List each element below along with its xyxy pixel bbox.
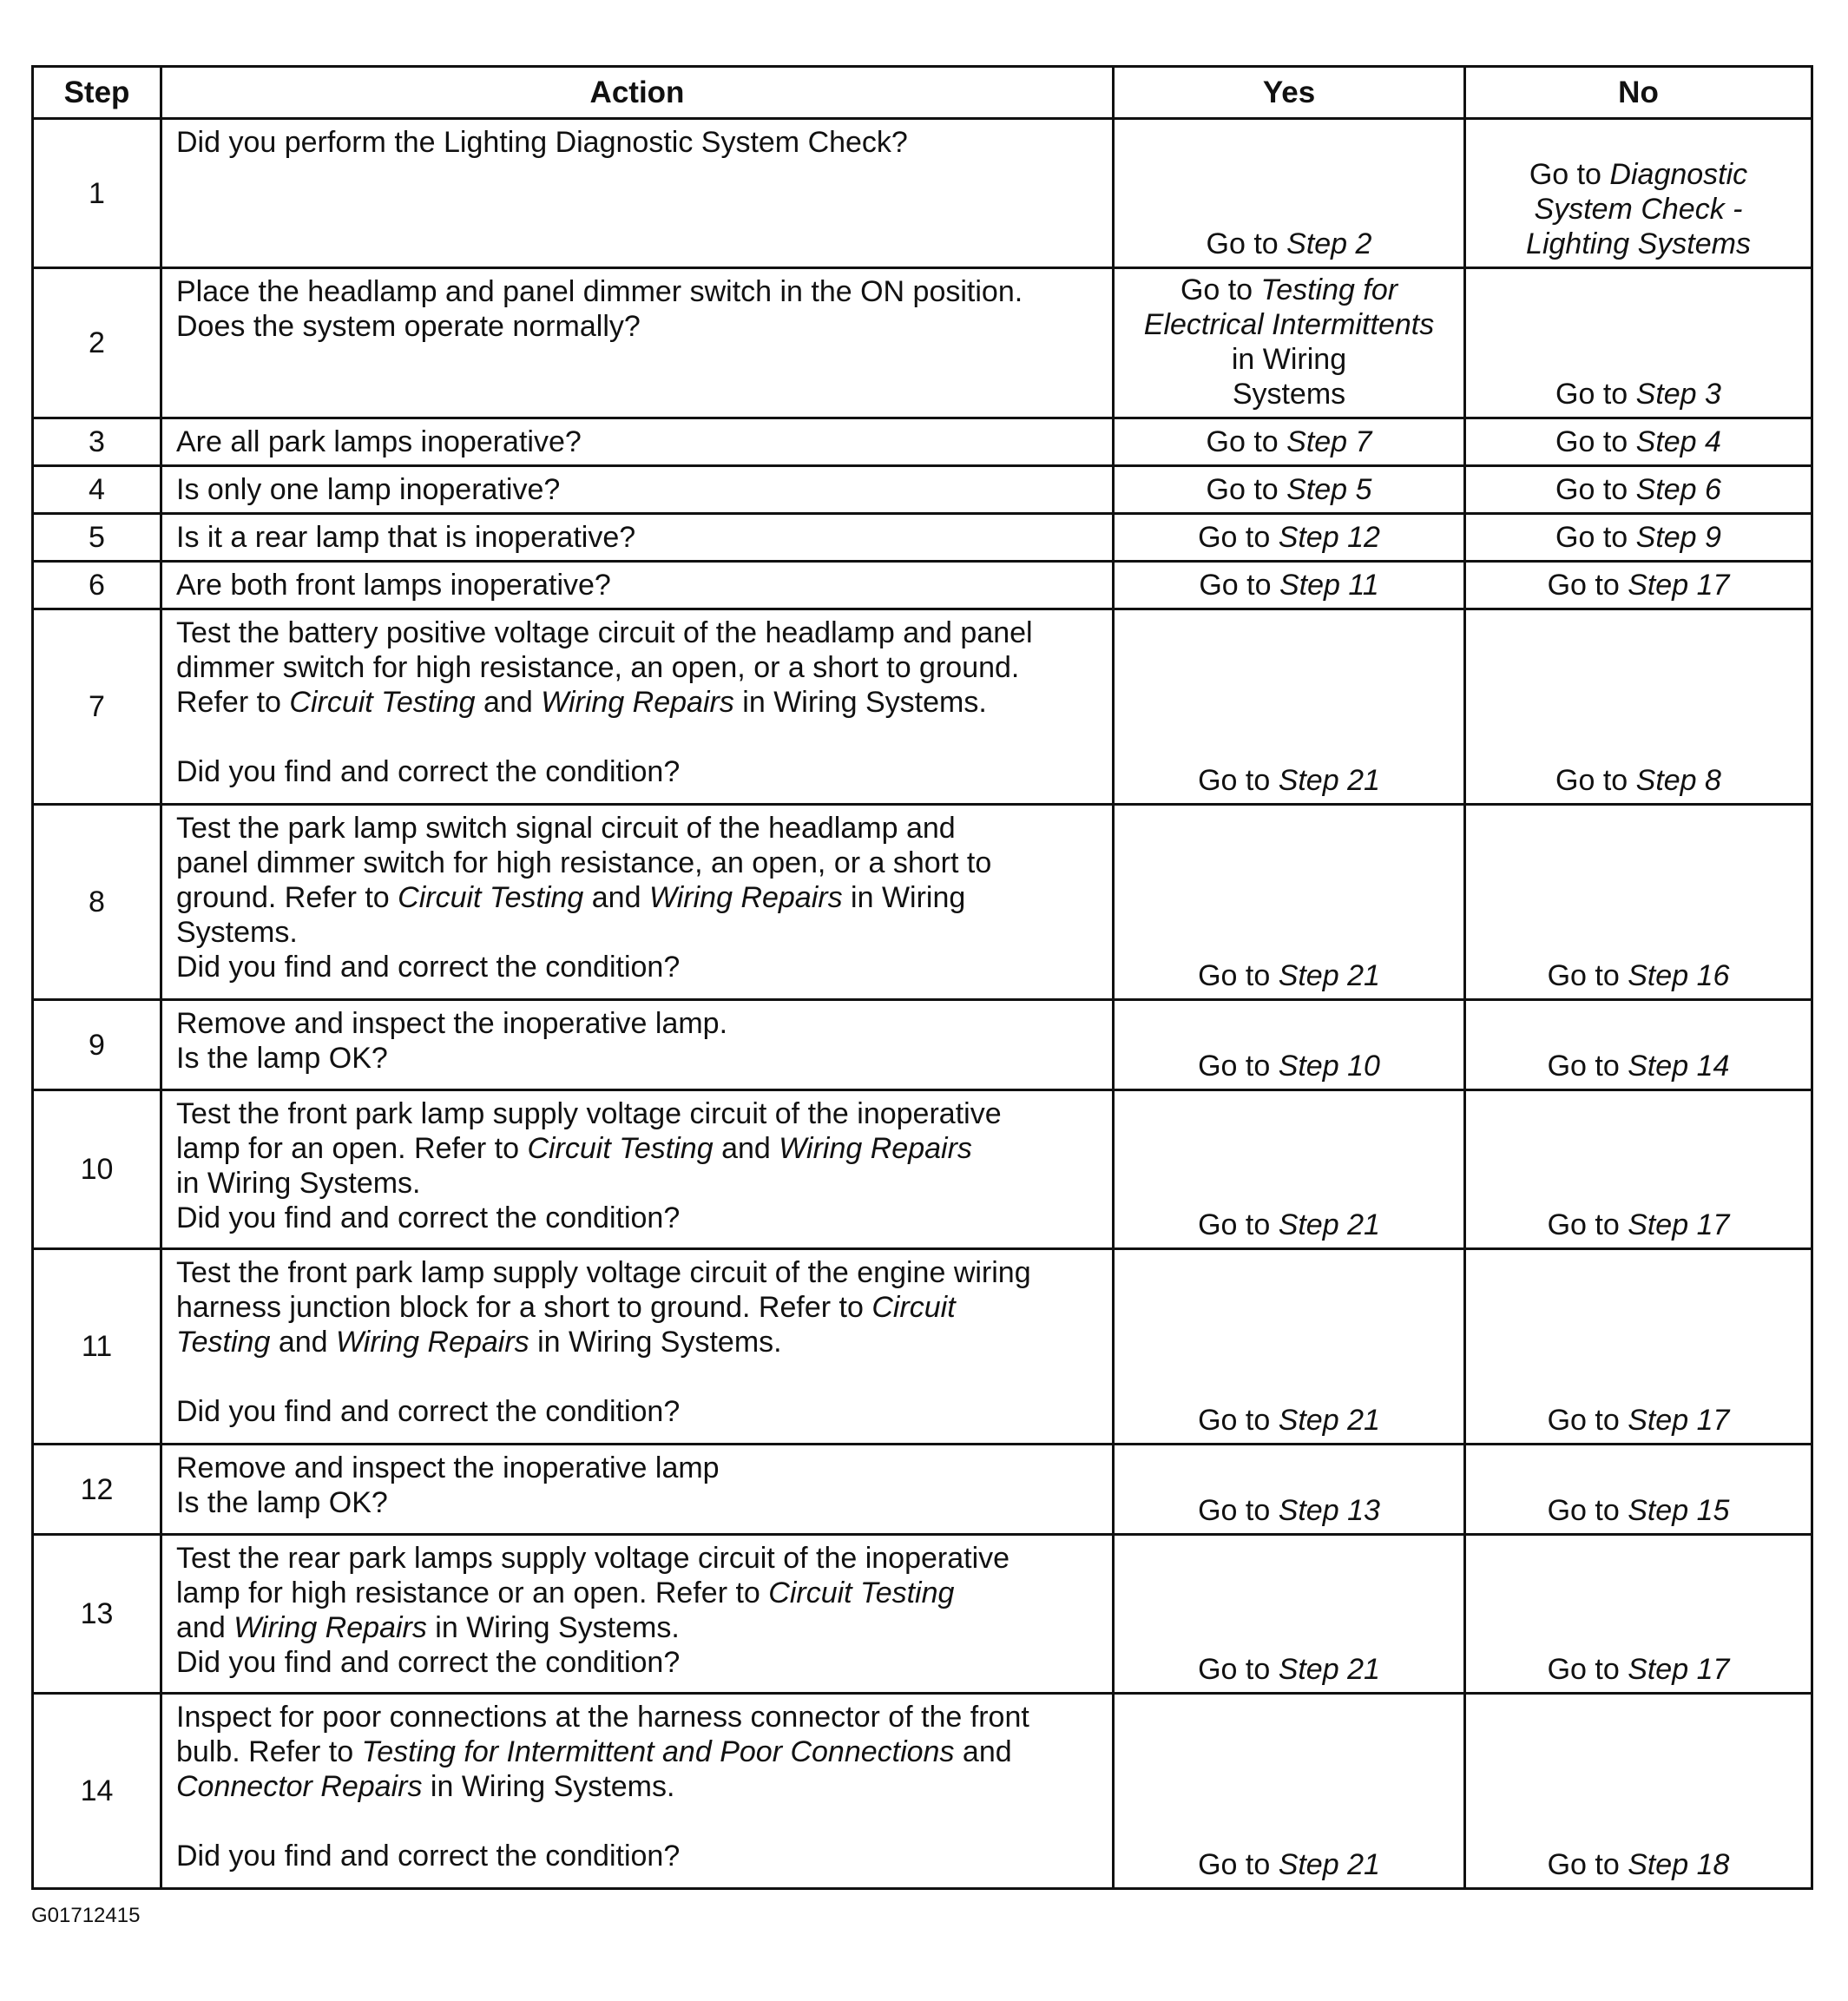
no-ref-text: Step 16 (1628, 959, 1730, 992)
action-text: Did you find and correct the condition? (176, 1646, 681, 1679)
no-cell (1465, 1535, 1812, 1694)
yes-line (1121, 425, 1457, 459)
table-row (33, 1090, 1812, 1249)
action-text: and (954, 1735, 1012, 1768)
yes-text: in Wiring (1231, 343, 1347, 376)
yes-cell (1114, 1445, 1465, 1535)
yes-text: Go to (1180, 273, 1261, 306)
yes-text: Go to (1206, 425, 1287, 458)
diagnostic-table (31, 65, 1813, 1890)
no-text: Go to (1555, 521, 1636, 554)
action-cell (161, 466, 1114, 514)
action-line (176, 520, 1098, 555)
no-line (1473, 958, 1804, 993)
action-line (176, 425, 1098, 459)
no-text: Go to (1547, 1494, 1628, 1527)
action-cell (161, 1445, 1114, 1535)
yes-text: Go to (1198, 1208, 1279, 1241)
action-cell (161, 805, 1114, 1000)
action-text: and (713, 1132, 779, 1165)
yes-text: Go to (1198, 959, 1279, 992)
step-number: 10 (33, 1090, 161, 1249)
action-line (176, 1610, 1098, 1645)
yes-text: Go to (1198, 1848, 1279, 1881)
step-number: 3 (33, 418, 161, 466)
action-text: in Wiring Systems. (176, 1167, 421, 1200)
step-number: 12 (33, 1445, 161, 1535)
action-line (176, 1541, 1098, 1576)
no-text: Go to (1547, 1404, 1628, 1437)
action-text: in Wiring Systems. (422, 1770, 675, 1803)
no-cell (1465, 418, 1812, 466)
yes-line (1121, 342, 1457, 377)
no-line (1473, 472, 1804, 507)
header-step: Step (33, 67, 161, 119)
yes-line (1121, 568, 1457, 602)
action-line (176, 950, 1098, 984)
no-text: Go to (1547, 1848, 1628, 1881)
action-ref-text: Wiring Repairs (648, 881, 843, 914)
yes-line (1121, 1403, 1457, 1438)
yes-text: Go to (1198, 1494, 1279, 1527)
action-line (176, 1290, 1098, 1325)
yes-cell (1114, 119, 1465, 268)
yes-ref-text: Electrical Intermittents (1143, 308, 1435, 341)
action-ref-text: Circuit Testing (398, 881, 584, 914)
no-cell (1465, 609, 1812, 805)
action-text: and (475, 686, 542, 719)
no-cell (1465, 562, 1812, 609)
action-line (176, 472, 1098, 507)
action-line (176, 1839, 1098, 1873)
no-ref-text: Step 17 (1628, 1653, 1730, 1686)
action-text: Test the battery positive voltage circuit of the headlamp and panel (176, 616, 1033, 649)
yes-cell (1114, 514, 1465, 562)
action-text: in Wiring (842, 881, 966, 914)
no-line (1473, 227, 1804, 261)
no-line (1473, 568, 1804, 602)
yes-ref-text: Step 10 (1278, 1050, 1380, 1083)
action-text: Are both front lamps inoperative? (176, 569, 611, 602)
step-number: 4 (33, 466, 161, 514)
table-row (33, 268, 1812, 418)
no-line (1473, 520, 1804, 555)
action-text: Test the rear park lamps supply voltage circuit of the inoperative (176, 1542, 1010, 1575)
table-row (33, 466, 1812, 514)
action-line (176, 720, 1098, 754)
action-ref-text: Wiring Repairs (233, 1611, 427, 1644)
action-cell (161, 268, 1114, 418)
action-text: in Wiring Systems. (426, 1611, 680, 1644)
table-row (33, 514, 1812, 562)
action-text: Does the system operate normally? (176, 310, 641, 343)
no-line (1473, 1049, 1804, 1083)
action-text: Remove and inspect the inoperative lamp (176, 1451, 720, 1484)
table-row (33, 1535, 1812, 1694)
action-ref-text: Circuit Testing (527, 1132, 714, 1165)
action-cell (161, 514, 1114, 562)
step-number: 7 (33, 609, 161, 805)
header-no: No (1465, 67, 1812, 119)
no-line (1473, 377, 1804, 411)
action-text: Is the lamp OK? (176, 1042, 388, 1075)
yes-text: Systems (1232, 378, 1346, 411)
no-line (1473, 1493, 1804, 1528)
yes-ref-text: Step 21 (1278, 1653, 1380, 1686)
step-number: 11 (33, 1249, 161, 1445)
action-cell (161, 609, 1114, 805)
yes-cell (1114, 418, 1465, 466)
action-line (176, 1201, 1098, 1235)
action-line (176, 1255, 1098, 1290)
no-text: Go to (1529, 158, 1610, 191)
no-line (1473, 763, 1804, 798)
action-cell (161, 1249, 1114, 1445)
no-ref-text: Step 4 (1635, 425, 1721, 458)
action-line (176, 1041, 1098, 1076)
no-ref-text: Step 9 (1635, 521, 1721, 554)
yes-line (1121, 1208, 1457, 1242)
action-line (176, 1700, 1098, 1734)
action-text: Did you find and correct the condition? (176, 1201, 681, 1234)
yes-text: Go to (1198, 764, 1279, 797)
action-line (176, 754, 1098, 789)
step-number: 14 (33, 1694, 161, 1889)
yes-text: Go to (1198, 1653, 1279, 1686)
step-number: 6 (33, 562, 161, 609)
no-ref-text: System Check - (1534, 193, 1743, 226)
action-text: Is the lamp OK? (176, 1486, 388, 1519)
action-line (176, 1645, 1098, 1680)
action-line (176, 274, 1098, 309)
action-line (176, 1451, 1098, 1485)
action-line (176, 615, 1098, 650)
action-text: harness junction block for a short to ground. Refer to (176, 1291, 872, 1324)
no-cell (1465, 268, 1812, 418)
action-line (176, 1166, 1098, 1201)
step-number: 8 (33, 805, 161, 1000)
yes-line (1121, 520, 1457, 555)
no-ref-text: Step 17 (1628, 1404, 1730, 1437)
action-ref-text: Connector Repairs (176, 1770, 423, 1803)
yes-cell (1114, 466, 1465, 514)
action-ref-text: Circuit Testing (768, 1576, 955, 1609)
action-cell (161, 1000, 1114, 1090)
yes-cell (1114, 1694, 1465, 1889)
action-line (176, 1394, 1098, 1429)
no-ref-text: Step 6 (1635, 473, 1721, 506)
action-text: Is it a rear lamp that is inoperative? (176, 521, 636, 554)
action-text: Remove and inspect the inoperative lamp. (176, 1007, 728, 1040)
yes-ref-text: Step 21 (1278, 1208, 1380, 1241)
action-line (176, 811, 1098, 846)
action-text: and (176, 1611, 234, 1644)
no-ref-text: Step 15 (1628, 1494, 1730, 1527)
action-line (176, 568, 1098, 602)
yes-ref-text: Step 21 (1278, 959, 1380, 992)
diagnostic-table-wrapper (31, 65, 1811, 1890)
no-cell (1465, 1000, 1812, 1090)
no-text: Go to (1555, 425, 1636, 458)
action-text: panel dimmer switch for high resistance, an open, or a short to (176, 846, 992, 879)
yes-text: Go to (1198, 1404, 1279, 1437)
no-ref-text: Step 17 (1628, 1208, 1730, 1241)
yes-line (1121, 307, 1457, 342)
yes-line (1121, 472, 1457, 507)
action-text: Test the park lamp switch signal circuit of the headlamp and (176, 812, 956, 845)
action-text: bulb. Refer to (176, 1735, 362, 1768)
no-line (1473, 192, 1804, 227)
action-text: Did you perform the Lighting Diagnostic System Check? (176, 126, 908, 159)
yes-line (1121, 958, 1457, 993)
figure-id: G01712415 (31, 1904, 141, 1927)
yes-text: Go to (1199, 569, 1279, 602)
step-number: 9 (33, 1000, 161, 1090)
action-text: lamp for high resistance or an open. Refer to (176, 1576, 769, 1609)
yes-ref-text: Step 21 (1278, 1848, 1380, 1881)
no-text: Go to (1547, 1208, 1628, 1241)
yes-cell (1114, 268, 1465, 418)
no-text: Go to (1547, 959, 1628, 992)
action-text: Refer to (176, 686, 290, 719)
action-ref-text: Circuit Testing (289, 686, 476, 719)
action-line (176, 1769, 1098, 1804)
action-text: and (583, 881, 649, 914)
yes-line (1121, 1493, 1457, 1528)
action-ref-text: Wiring Repairs (779, 1132, 972, 1165)
step-number: 13 (33, 1535, 161, 1694)
action-text: and (270, 1326, 336, 1359)
action-line (176, 846, 1098, 880)
yes-cell (1114, 1000, 1465, 1090)
yes-ref-text: Step 7 (1286, 425, 1372, 458)
no-line (1473, 157, 1804, 192)
yes-text: Go to (1206, 227, 1287, 260)
action-text: dimmer switch for high resistance, an open, or a short to ground. (176, 651, 1020, 684)
step-number: 5 (33, 514, 161, 562)
table-row (33, 1249, 1812, 1445)
action-cell (161, 418, 1114, 466)
action-text: Test the front park lamp supply voltage circuit of the inoperative (176, 1097, 1002, 1130)
action-cell (161, 562, 1114, 609)
action-ref-text: Testing for Intermittent and Poor Connections (361, 1735, 955, 1768)
action-cell (161, 1535, 1114, 1694)
action-ref-text: Wiring Repairs (541, 686, 734, 719)
table-header-row (33, 67, 1812, 119)
table-row (33, 805, 1812, 1000)
action-line (176, 1131, 1098, 1166)
action-line (176, 1485, 1098, 1520)
action-line (176, 650, 1098, 685)
yes-ref-text: Step 21 (1278, 764, 1380, 797)
no-cell (1465, 1249, 1812, 1445)
no-ref-text: Lighting Systems (1526, 227, 1751, 260)
no-line (1473, 1652, 1804, 1687)
table-row (33, 562, 1812, 609)
no-cell (1465, 1694, 1812, 1889)
action-text: in Wiring Systems. (733, 686, 987, 719)
header-action: Action (161, 67, 1114, 119)
action-text: Place the headlamp and panel dimmer switch in the ON position. (176, 275, 1023, 308)
action-ref-text: Wiring Repairs (336, 1326, 529, 1359)
action-text: Is only one lamp inoperative? (176, 473, 561, 506)
yes-text: Go to (1198, 1050, 1279, 1083)
no-cell (1465, 466, 1812, 514)
header-yes: Yes (1114, 67, 1465, 119)
action-line (176, 125, 1098, 160)
table-row (33, 418, 1812, 466)
step-number: 2 (33, 268, 161, 418)
action-text: Did you find and correct the condition? (176, 951, 681, 984)
no-cell (1465, 119, 1812, 268)
table-row (33, 1445, 1812, 1535)
yes-ref-text: Step 21 (1278, 1404, 1380, 1437)
no-line (1473, 1208, 1804, 1242)
action-cell (161, 1090, 1114, 1249)
yes-cell (1114, 1249, 1465, 1445)
action-text: in Wiring Systems. (529, 1326, 782, 1359)
action-line (176, 880, 1098, 915)
action-text: Did you find and correct the condition? (176, 1840, 681, 1873)
no-line (1473, 425, 1804, 459)
no-text: Go to (1547, 1050, 1628, 1083)
no-text: Go to (1555, 378, 1636, 411)
yes-line (1121, 227, 1457, 261)
action-ref-text: Circuit (871, 1291, 956, 1324)
yes-cell (1114, 609, 1465, 805)
table-row (33, 119, 1812, 268)
no-ref-text: Diagnostic (1609, 158, 1748, 191)
action-text: Are all park lamps inoperative? (176, 425, 582, 458)
action-line (176, 1325, 1098, 1359)
no-line (1473, 1847, 1804, 1882)
no-cell (1465, 1445, 1812, 1535)
yes-cell (1114, 805, 1465, 1000)
yes-cell (1114, 1535, 1465, 1694)
no-ref-text: Step 8 (1635, 764, 1721, 797)
yes-line (1121, 377, 1457, 411)
action-text: Did you find and correct the condition? (176, 755, 681, 788)
no-text: Go to (1547, 1653, 1628, 1686)
step-number: 1 (33, 119, 161, 268)
action-line (176, 309, 1098, 344)
no-ref-text: Step 14 (1628, 1050, 1730, 1083)
action-text: lamp for an open. Refer to (176, 1132, 528, 1165)
action-line (176, 685, 1098, 720)
yes-text: Go to (1206, 473, 1287, 506)
action-line (176, 1006, 1098, 1041)
table-row (33, 1000, 1812, 1090)
yes-cell (1114, 1090, 1465, 1249)
yes-line (1121, 763, 1457, 798)
yes-ref-text: Step 11 (1279, 569, 1379, 602)
action-line (176, 1096, 1098, 1131)
yes-ref-text: Step 13 (1278, 1494, 1380, 1527)
yes-ref-text: Testing for (1260, 273, 1398, 306)
action-line (176, 1359, 1098, 1394)
no-ref-text: Step 17 (1628, 569, 1730, 602)
action-text: Systems. (176, 916, 298, 949)
no-text: Go to (1555, 764, 1636, 797)
no-ref-text: Step 18 (1628, 1848, 1730, 1881)
no-text: Go to (1547, 569, 1628, 602)
action-cell (161, 1694, 1114, 1889)
yes-ref-text: Step 12 (1278, 521, 1380, 554)
action-text: Did you find and correct the condition? (176, 1395, 681, 1428)
yes-ref-text: Step 2 (1286, 227, 1372, 260)
action-line (176, 915, 1098, 950)
action-text: ground. Refer to (176, 881, 398, 914)
no-text: Go to (1555, 473, 1636, 506)
yes-line (1121, 1049, 1457, 1083)
table-body (33, 119, 1812, 1889)
action-text: Inspect for poor connections at the harness connector of the front (176, 1701, 1029, 1734)
yes-cell (1114, 562, 1465, 609)
action-line (176, 1576, 1098, 1610)
yes-line (1121, 273, 1457, 307)
table-row (33, 609, 1812, 805)
no-cell (1465, 1090, 1812, 1249)
table-row (33, 1694, 1812, 1889)
yes-line (1121, 1847, 1457, 1882)
no-ref-text: Step 3 (1635, 378, 1721, 411)
action-cell (161, 119, 1114, 268)
no-line (1473, 1403, 1804, 1438)
action-ref-text: Testing (176, 1326, 271, 1359)
no-cell (1465, 805, 1812, 1000)
yes-text: Go to (1198, 521, 1279, 554)
no-cell (1465, 514, 1812, 562)
yes-line (1121, 1652, 1457, 1687)
action-text: Test the front park lamp supply voltage circuit of the engine wiring (176, 1256, 1031, 1289)
action-line (176, 1804, 1098, 1839)
yes-ref-text: Step 5 (1286, 473, 1372, 506)
action-line (176, 1734, 1098, 1769)
